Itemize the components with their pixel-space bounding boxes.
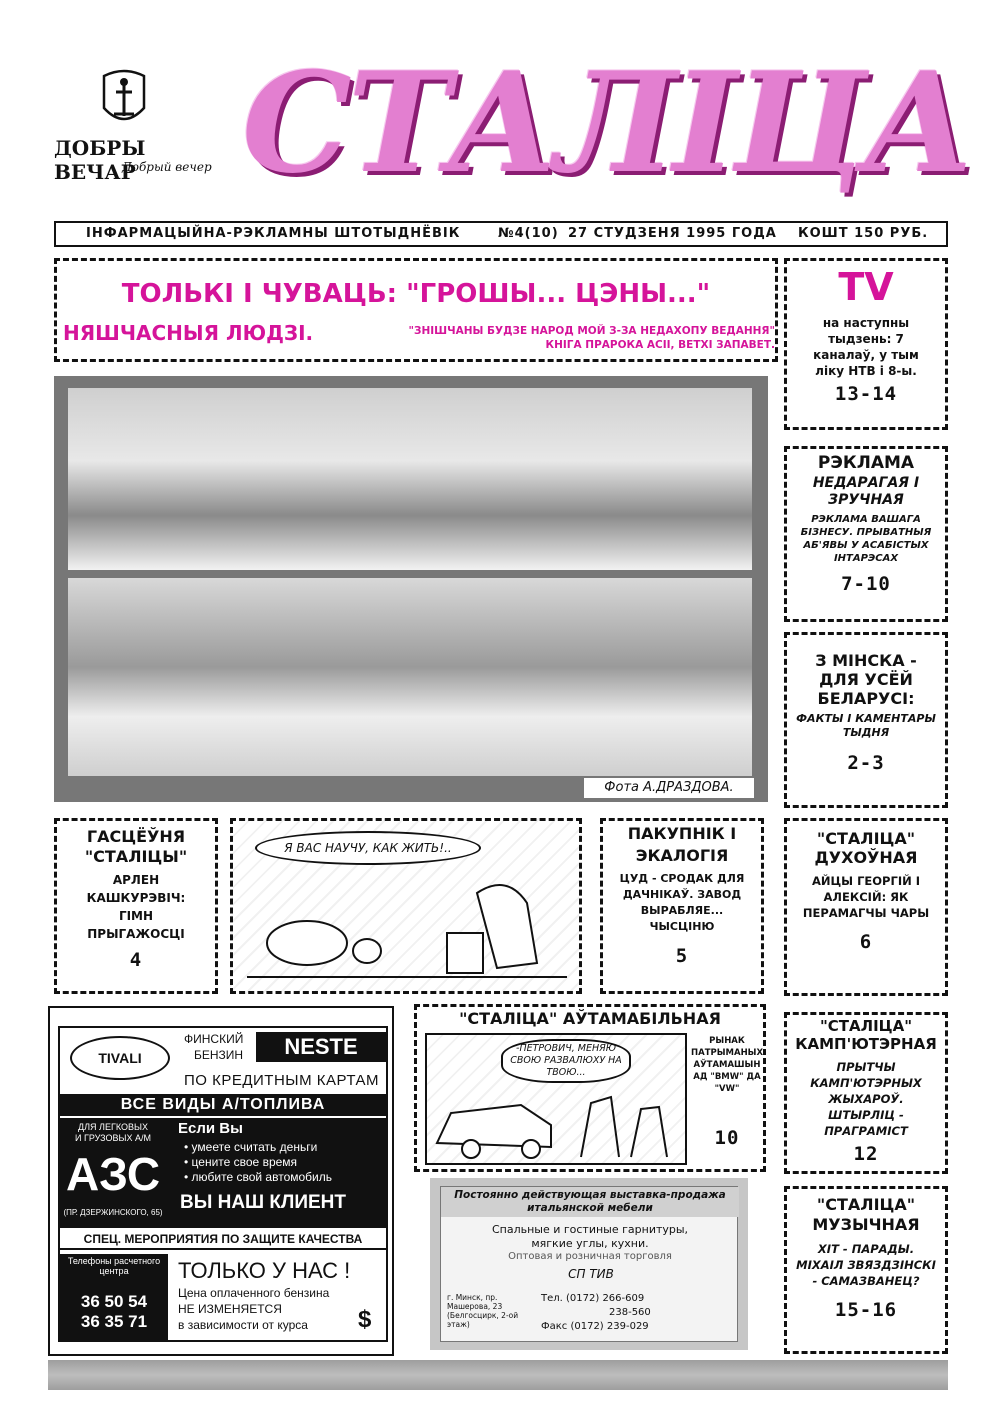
tv-text: на наступны тыдзень: 7 каналаў, у тым ліку НТВ і 8-ы. bbox=[813, 316, 919, 378]
neste-text: NESTE bbox=[284, 1034, 358, 1059]
spiritual-title: "СТАЛІЦА" ДУХОЎНАЯ bbox=[814, 829, 918, 867]
furniture-line2: мягкие углы, кухни. bbox=[531, 1237, 649, 1250]
emblem-icon bbox=[100, 68, 148, 128]
auto-title: "СТАЛІЦА" АЎТАМАБІЛЬНАЯ bbox=[459, 1009, 721, 1028]
all-fuel: ВСЕ ВИДЫ А/ТОПЛИВА bbox=[60, 1094, 386, 1116]
bottom-bar bbox=[48, 1360, 948, 1390]
issue-date: 27 СТУДЗЕНЯ 1995 ГОДА bbox=[568, 226, 777, 241]
azs-address: (ПР. ДЗЕРЖИНСКОГО, 65) bbox=[63, 1208, 163, 1217]
furniture-fax: Факс (0172) 239-029 bbox=[541, 1321, 649, 1332]
cartoon-cats[interactable] bbox=[230, 818, 582, 994]
photo-frame bbox=[54, 376, 768, 802]
for-label1: ДЛЯ ЛЕГКОВЫХ bbox=[78, 1122, 148, 1132]
tv-title: TV bbox=[838, 265, 894, 309]
for-label2: И ГРУЗОВЫХ А/М bbox=[75, 1133, 151, 1143]
spiritual-pages: 6 bbox=[859, 931, 873, 953]
only-here: ТОЛЬКО У НАС ! bbox=[178, 1258, 351, 1283]
auto-speech: -ПЕТРОВИЧ, МЕНЯЮ СВОЮ РАЗВАЛЮХУ НА ТВОЮ... bbox=[501, 1039, 631, 1083]
eco-text: ЦУД - СРОДАК ДЛЯ ДАЧНІКАЎ. ЗАВОД ВЫРАБЛЯЕ... ЧЫСЦІНЮ bbox=[619, 872, 745, 933]
minsk-title: З МІНСКА - ДЛЯ УСЁЙ БЕЛАРУСІ: bbox=[815, 651, 917, 708]
computer-text: ПРЫТЧЫ КАМП'ЮТЭРНЫХ ЖЫХАРОЎ. ШТЫРЛІЦ - ПРАГРАМІСТ bbox=[810, 1060, 922, 1138]
dollar-icon: $ bbox=[358, 1306, 372, 1333]
sidebar-item-spiritual[interactable] bbox=[784, 818, 948, 996]
tivali-logo: TIVALI bbox=[70, 1036, 170, 1080]
auto-pages: 10 bbox=[714, 1127, 740, 1149]
phones-block bbox=[60, 1254, 168, 1342]
computer-pages: 12 bbox=[853, 1143, 879, 1165]
city-photo-top[interactable] bbox=[68, 388, 752, 570]
guest-title: ГАСЦЁЎНЯ "СТАЛІЦЫ" bbox=[84, 827, 188, 866]
speech-bubble bbox=[255, 831, 481, 865]
eco-box[interactable] bbox=[600, 818, 764, 994]
fin-label1: ФИНСКИЙ bbox=[184, 1032, 244, 1046]
minsk-pages: 2-3 bbox=[847, 752, 885, 774]
car-drawing bbox=[431, 1083, 681, 1163]
lead-source: КНІГА ПРАРОКА АСІІ, ВЕТХІ ЗАПАВЕТ. bbox=[545, 339, 775, 351]
logo-text: ДОБРЫ ВЕЧАР bbox=[54, 136, 146, 184]
furniture-line3: Оптовая и розничная торговля bbox=[508, 1251, 672, 1262]
furniture-firm: СП ТИВ bbox=[568, 1267, 614, 1281]
music-text: ХІТ - ПАРАДЫ. МІХАІЛ ЗВЯЗДЗІНСКІ - САМАЗВАНЕЦ? bbox=[796, 1242, 936, 1288]
cartoon-speech: Я ВАС НАУЧУ, КАК ЖИТЬ!.. bbox=[284, 841, 452, 855]
sidebar-item-ads[interactable] bbox=[784, 446, 948, 622]
issue-number: №4(10) bbox=[498, 226, 559, 241]
eco-pages: 5 bbox=[675, 945, 689, 967]
ads-title: РЭКЛАМА bbox=[817, 453, 915, 473]
guest-box[interactable] bbox=[54, 818, 218, 994]
bullet-2: • цените свое время bbox=[184, 1155, 298, 1169]
lead-subhead: НЯШЧАСНЫЯ ЛЮДЗІ. bbox=[63, 321, 314, 345]
photo-caption: Фота А.ДРАЗДОВА. bbox=[584, 778, 754, 798]
azs-block bbox=[60, 1118, 386, 1228]
furniture-header: Постоянно действующая выставка-продажа итальянской мебели bbox=[441, 1187, 739, 1217]
cartoon-drawing bbox=[237, 873, 577, 983]
fuel-ad-inner bbox=[58, 1026, 388, 1342]
furniture-line1: Спальные и гостиные гарнитуры, bbox=[491, 1223, 689, 1236]
guest-text: АРЛЕН КАШКУРЭВІЧ: ГІМН ПРЫГАЖОСЦІ bbox=[86, 873, 186, 941]
credit-text: ПО КРЕДИТНЫМ КАРТАМ bbox=[184, 1072, 379, 1089]
phone-2: 36 35 71 bbox=[80, 1312, 148, 1331]
info-bar-label: ІНФАРМАЦЫЙНА-РЭКЛАМНЫ ШТОТЫДНЁВІК bbox=[86, 226, 461, 241]
issue-price: КОШТ 150 РУБ. bbox=[798, 226, 929, 241]
auto-cartoon[interactable] bbox=[425, 1033, 687, 1165]
furniture-inner bbox=[440, 1186, 738, 1342]
furniture-tel: Тел. (0172) 266-609 bbox=[541, 1293, 645, 1304]
guest-pages: 4 bbox=[129, 949, 143, 971]
furniture-ad[interactable] bbox=[430, 1178, 748, 1350]
fuel-ad[interactable] bbox=[48, 1006, 394, 1356]
spiritual-text: АЙЦЫ ГЕОРГІЙ І АЛЕКСІЙ: ЯК ПЕРАМАГЧЫ ЧАРЫ bbox=[802, 874, 930, 920]
auto-text: РЫНАК ПАТРЫМАНЫХ АЎТАМАШЫН АД "BMW" ДА "VW" bbox=[691, 1036, 764, 1094]
lead-quote: "ЗНІШЧАНЫ БУДЗЕ НАРОД МОЙ З-ЗА НЕДАХОПУ ВЕДАННЯ" bbox=[408, 325, 775, 337]
sidebar-item-computer[interactable] bbox=[784, 1012, 948, 1174]
sidebar-item-music[interactable] bbox=[784, 1186, 948, 1354]
music-pages: 15-16 bbox=[834, 1299, 898, 1321]
if-you: Если Вы bbox=[178, 1120, 243, 1137]
our-client: ВЫ НАШ КЛИЕНТ bbox=[180, 1192, 346, 1213]
price-line2: НЕ ИЗМЕНЯЕТСЯ bbox=[178, 1302, 282, 1316]
logo-emblem bbox=[100, 68, 148, 128]
masthead-title: СТАЛІЦА bbox=[242, 41, 972, 204]
neste-logo bbox=[256, 1032, 386, 1062]
ads-pages: 7-10 bbox=[841, 573, 891, 595]
bullet-1: • умеете считать деньги bbox=[184, 1140, 318, 1154]
sidebar-item-minsk[interactable] bbox=[784, 632, 948, 808]
sidebar-item-tv[interactable] bbox=[784, 258, 948, 430]
lead-headline: ТОЛЬКІ І ЧУВАЦЬ: "ГРОШЫ... ЦЭНЫ..." bbox=[121, 279, 711, 309]
lead-box[interactable] bbox=[54, 258, 778, 362]
computer-title: "СТАЛІЦА" КАМП'ЮТЭРНАЯ bbox=[795, 1017, 937, 1053]
info-bar bbox=[54, 221, 948, 247]
auto-box[interactable] bbox=[414, 1004, 766, 1172]
ads-text: РЭКЛАМА ВАШАГА БІЗНЕСУ. ПРЫВАТНЫЯ АБ'ЯВЫ У АСАБІСТЫХ ІНТАРЭСАХ bbox=[800, 514, 932, 564]
quality-text: СПЕЦ. МЕРОПРИЯТИЯ ПО ЗАЩИТЕ КАЧЕСТВА bbox=[60, 1232, 386, 1250]
bullet-3: • любите свой автомобиль bbox=[184, 1170, 333, 1184]
furniture-tel2: 238-560 bbox=[609, 1307, 651, 1318]
music-title: "СТАЛІЦА" МУЗЫЧНАЯ bbox=[812, 1195, 920, 1234]
price-line3: в зависимости от курса bbox=[178, 1318, 308, 1332]
ads-subtitle: НЕДАРАГАЯ І ЗРУЧНАЯ bbox=[812, 475, 920, 508]
eco-title: ПАКУПНІК І ЭКАЛОГІЯ bbox=[627, 824, 737, 865]
phones-label: Телефоны расчетного центра bbox=[67, 1256, 161, 1276]
minsk-text: ФАКТЫ І КАМЕНТАРЫ ТЫДНЯ bbox=[796, 712, 936, 739]
tv-pages: 13-14 bbox=[834, 383, 898, 405]
azs-title: АЗС bbox=[65, 1148, 161, 1200]
phone-1: 36 50 54 bbox=[80, 1292, 148, 1311]
fin-label2: БЕНЗИН bbox=[194, 1048, 244, 1062]
furniture-address: г. Минск, пр. Машерова, 23 (Белгосцирк, 2-ой этаж) bbox=[447, 1293, 519, 1329]
city-photo-bottom[interactable] bbox=[68, 578, 752, 776]
price-line1: Цена оплаченного бензина bbox=[178, 1286, 330, 1300]
logo-subtext: Добрый вечер bbox=[122, 160, 212, 174]
